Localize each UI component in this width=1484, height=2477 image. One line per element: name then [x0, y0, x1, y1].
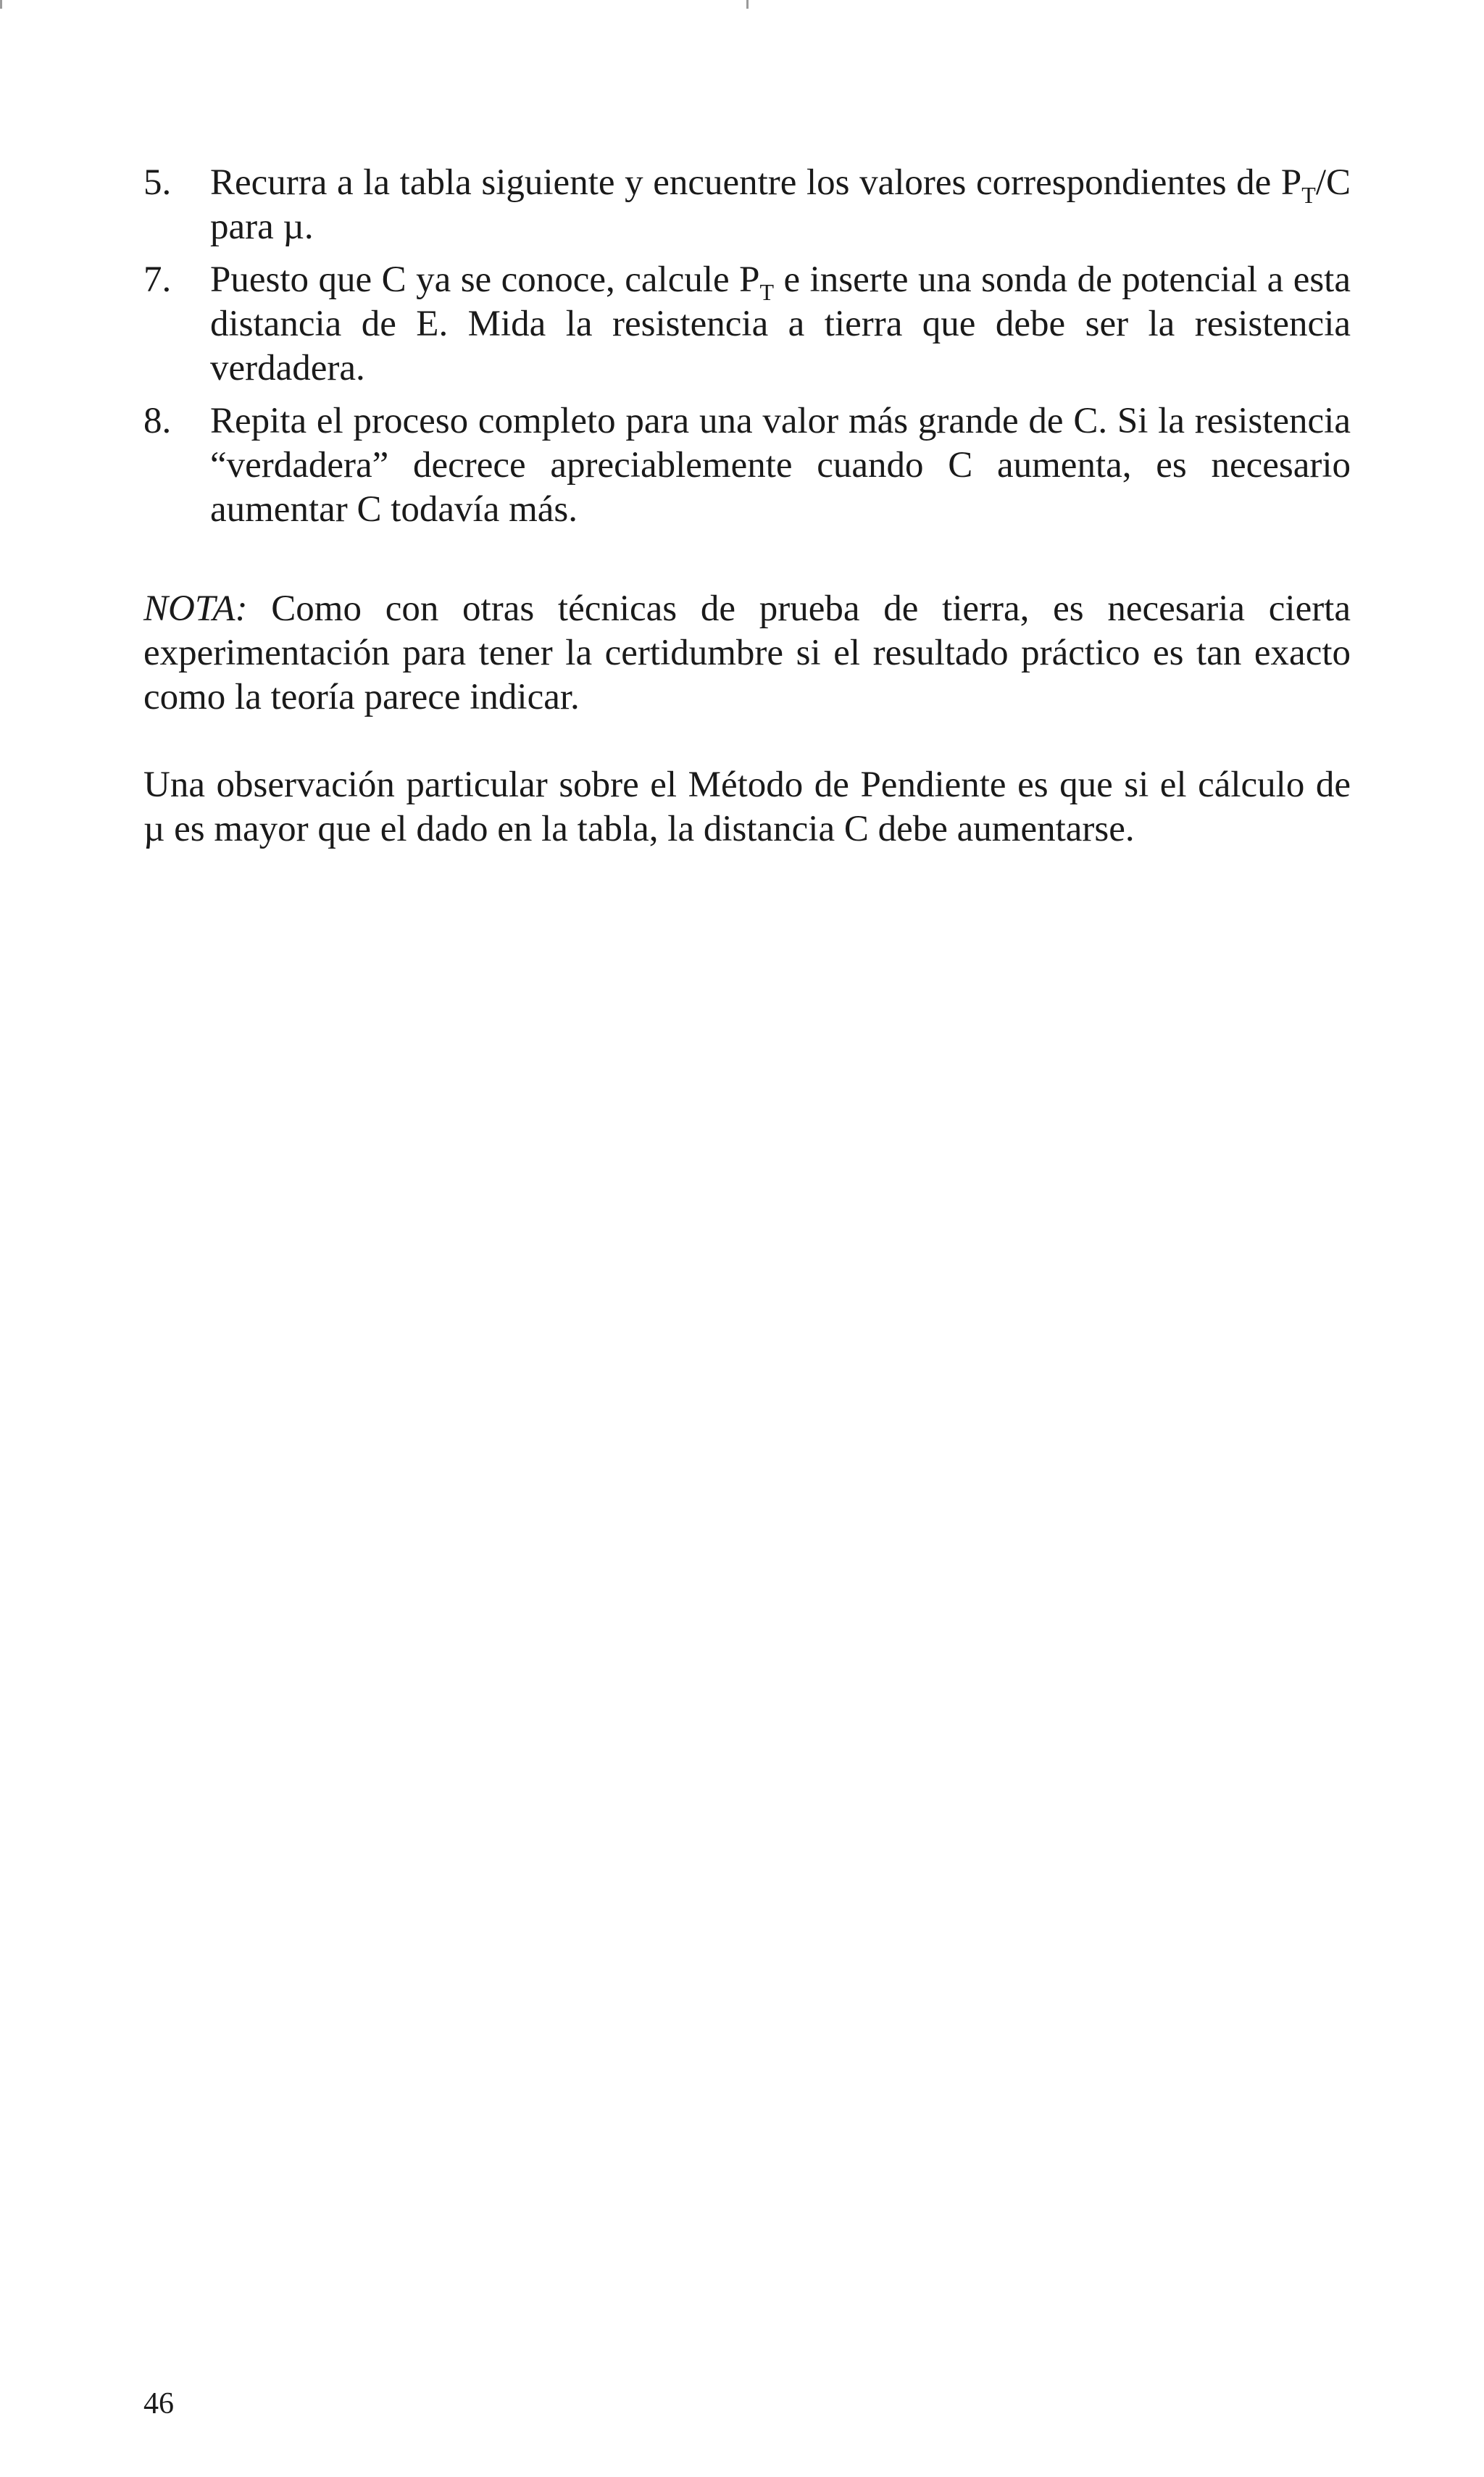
note-paragraph — [143, 587, 1351, 720]
list-item-8 — [143, 399, 1351, 532]
list-item-number: 5. — [143, 162, 172, 203]
crop-mark-left — [0, 0, 2, 9]
observation-paragraph: Una observación particular sobre el Método de Pendiente es que si el cálculo de µ es mayor que el dado en la tabla, la distancia C debe aumentarse. — [143, 765, 1351, 849]
list-item-text: Recurra a la tabla siguiente y encuentre los valores correspondientes de P — [210, 162, 1302, 203]
list-item-text-continued: /C para µ. — [210, 162, 1351, 247]
subscript-t: T — [1301, 182, 1316, 208]
list-item-7 — [143, 258, 1351, 391]
list-item-number: 7. — [143, 259, 172, 300]
procedure-list — [143, 161, 1351, 532]
list-item-5 — [143, 161, 1351, 249]
list-item-number: 8. — [143, 401, 172, 441]
page-content — [143, 161, 1351, 852]
subscript-t: T — [759, 279, 775, 305]
list-item-text: Repita el proceso completo para una valor más grande de C. Si la resistencia “verdadera” decrece apreciablemente cuando C aumenta, es necesario aumentar C todavía más. — [210, 401, 1351, 530]
note-label: NOTA: — [143, 588, 248, 629]
page-number: 46 — [143, 2387, 174, 2420]
list-item-text: Puesto que C ya se conoce, calcule P — [210, 259, 760, 300]
crop-mark-center — [746, 0, 749, 9]
list-item-text-continued: e inserte una sonda de potencial a esta distancia de E. Mida la resistencia a tierra que debe ser la resistencia verdadera. — [210, 259, 1351, 388]
note-text: Como con otras técnicas de prueba de tierra, es necesaria cierta experimentación para tener la certidumbre si el resultado práctico es tan exacto como la teoría parece indicar. — [143, 588, 1351, 717]
